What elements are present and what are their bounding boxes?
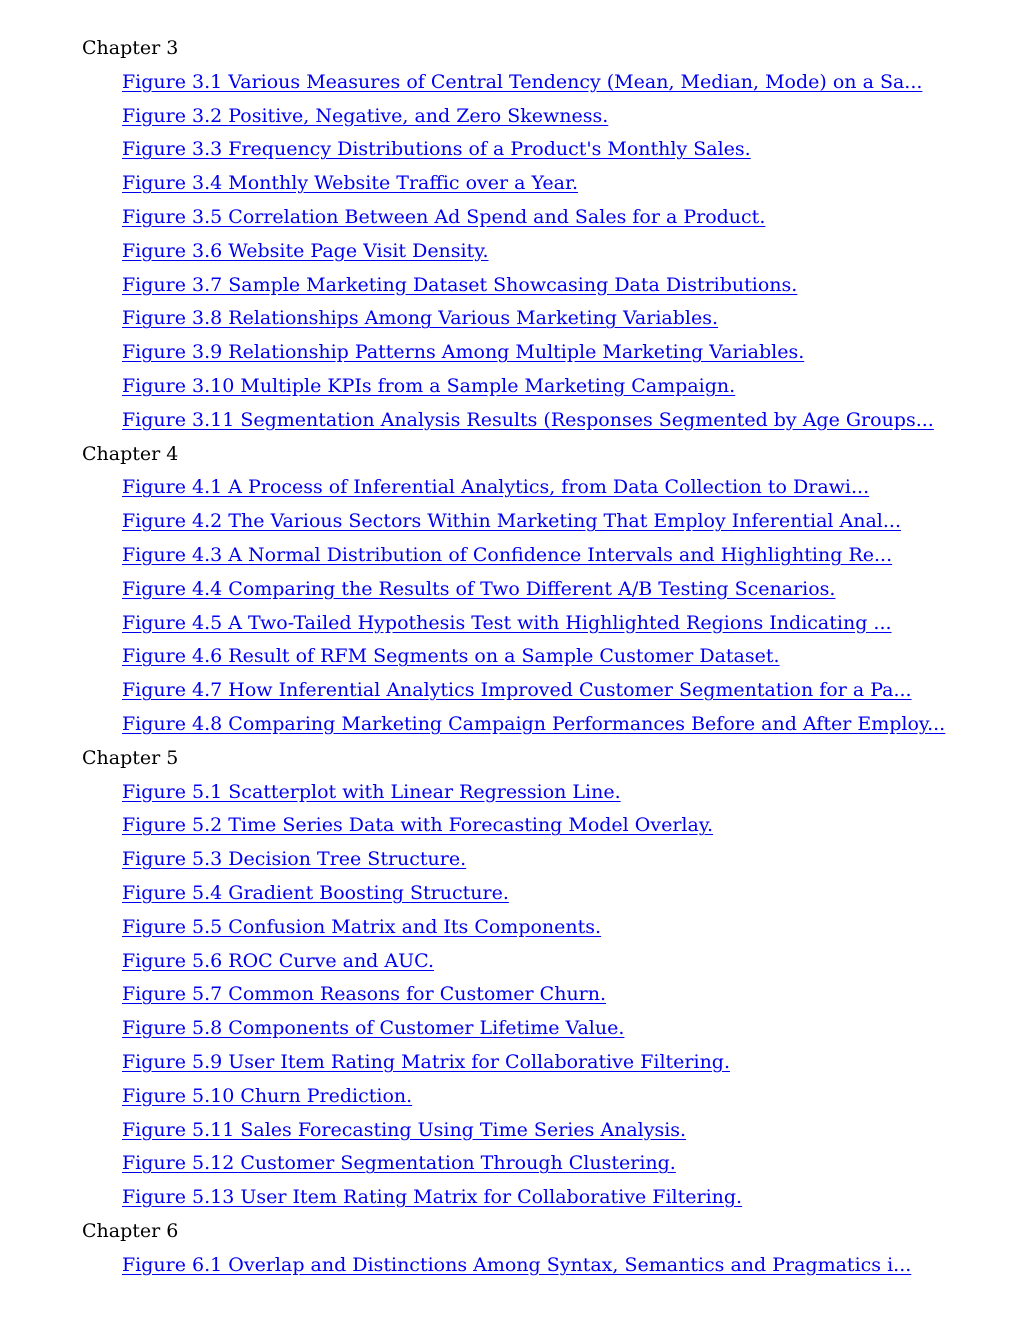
figure-link[interactable]: Figure 4.2 The Various Sectors Within Marketing That Employ Inferential Anal... xyxy=(122,510,901,533)
figure-link[interactable]: Figure 4.3 A Normal Distribution of Confidence Intervals and Highlighting Re... xyxy=(122,543,893,566)
figure-link[interactable]: Figure 5.1 Scatterplot with Linear Regression Line. xyxy=(122,780,621,803)
figure-link[interactable]: Figure 3.5 Correlation Between Ad Spend and Sales for a Product. xyxy=(122,205,766,228)
figure-link[interactable]: Figure 5.13 User Item Rating Matrix for Collaborative Filtering. xyxy=(122,1186,743,1209)
figure-link[interactable]: Figure 5.6 ROC Curve and AUC. xyxy=(122,949,435,972)
figure-link[interactable]: Figure 5.4 Gradient Boosting Structure. xyxy=(122,881,509,904)
figure-link[interactable]: Figure 5.3 Decision Tree Structure. xyxy=(122,848,467,871)
figure-link[interactable]: Figure 4.8 Comparing Marketing Campaign Performances Before and After Employ... xyxy=(122,712,946,735)
figure-link[interactable]: Figure 4.1 A Process of Inferential Analytics, from Data Collection to Drawi... xyxy=(122,476,870,499)
figure-link[interactable]: Figure 4.7 How Inferential Analytics Improved Customer Segmentation for a Pa... xyxy=(122,679,912,702)
figure-link[interactable]: Figure 3.7 Sample Marketing Dataset Showcasing Data Distributions. xyxy=(122,273,798,296)
figure-link[interactable]: Figure 5.2 Time Series Data with Forecasting Model Overlay. xyxy=(122,814,714,837)
figure-link[interactable]: Figure 5.10 Churn Prediction. xyxy=(122,1084,413,1107)
chapter-heading: Chapter 3 xyxy=(82,37,179,59)
figure-link[interactable]: Figure 3.4 Monthly Website Traffic over a Year. xyxy=(122,172,579,195)
figure-link[interactable]: Figure 3.8 Relationships Among Various Marketing Variables. xyxy=(122,307,719,330)
figure-link[interactable]: Figure 6.1 Overlap and Distinctions Among Syntax, Semantics and Pragmatics i... xyxy=(122,1253,912,1276)
figure-link[interactable]: Figure 5.7 Common Reasons for Customer Churn. xyxy=(122,983,607,1006)
chapter-heading: Chapter 6 xyxy=(82,1219,179,1242)
figure-link[interactable]: Figure 3.3 Frequency Distributions of a Product's Monthly Sales. xyxy=(122,138,751,161)
figure-link[interactable]: Figure 5.8 Components of Customer Lifetime Value. xyxy=(122,1017,625,1040)
figure-link[interactable]: Figure 3.11 Segmentation Analysis Results (Responses Segmented by Age Groups... xyxy=(122,408,934,431)
figure-link[interactable]: Figure 5.12 Customer Segmentation Through Clustering. xyxy=(122,1152,676,1175)
figure-link[interactable]: Figure 4.5 A Two-Tailed Hypothesis Test with Highlighted Regions Indicating ... xyxy=(122,611,892,634)
figure-link[interactable]: Figure 5.5 Confusion Matrix and Its Components. xyxy=(122,915,602,938)
figure-link[interactable]: Figure 5.11 Sales Forecasting Using Time Series Analysis. xyxy=(122,1118,687,1141)
figure-link[interactable]: Figure 4.4 Comparing the Results of Two Different A/B Testing Scenarios. xyxy=(122,577,836,600)
chapter-heading: Chapter 4 xyxy=(82,442,179,465)
figure-link[interactable]: Figure 3.9 Relationship Patterns Among Multiple Marketing Variables. xyxy=(122,341,805,364)
chapter-heading: Chapter 5 xyxy=(82,746,179,769)
figure-link[interactable]: Figure 3.1 Various Measures of Central Tendency (Mean, Median, Mode) on a Sa... xyxy=(122,70,923,93)
figure-link[interactable]: Figure 3.10 Multiple KPIs from a Sample Marketing Campaign. xyxy=(122,374,736,397)
figure-link[interactable]: Figure 4.6 Result of RFM Segments on a Sample Customer Dataset. xyxy=(122,645,780,668)
figure-link[interactable]: Figure 5.9 User Item Rating Matrix for Collaborative Filtering. xyxy=(122,1050,731,1073)
figure-link[interactable]: Figure 3.2 Positive, Negative, and Zero Skewness. xyxy=(122,104,609,127)
list-of-figures xyxy=(82,32,1002,1282)
figure-link[interactable]: Figure 3.6 Website Page Visit Density. xyxy=(122,239,489,262)
